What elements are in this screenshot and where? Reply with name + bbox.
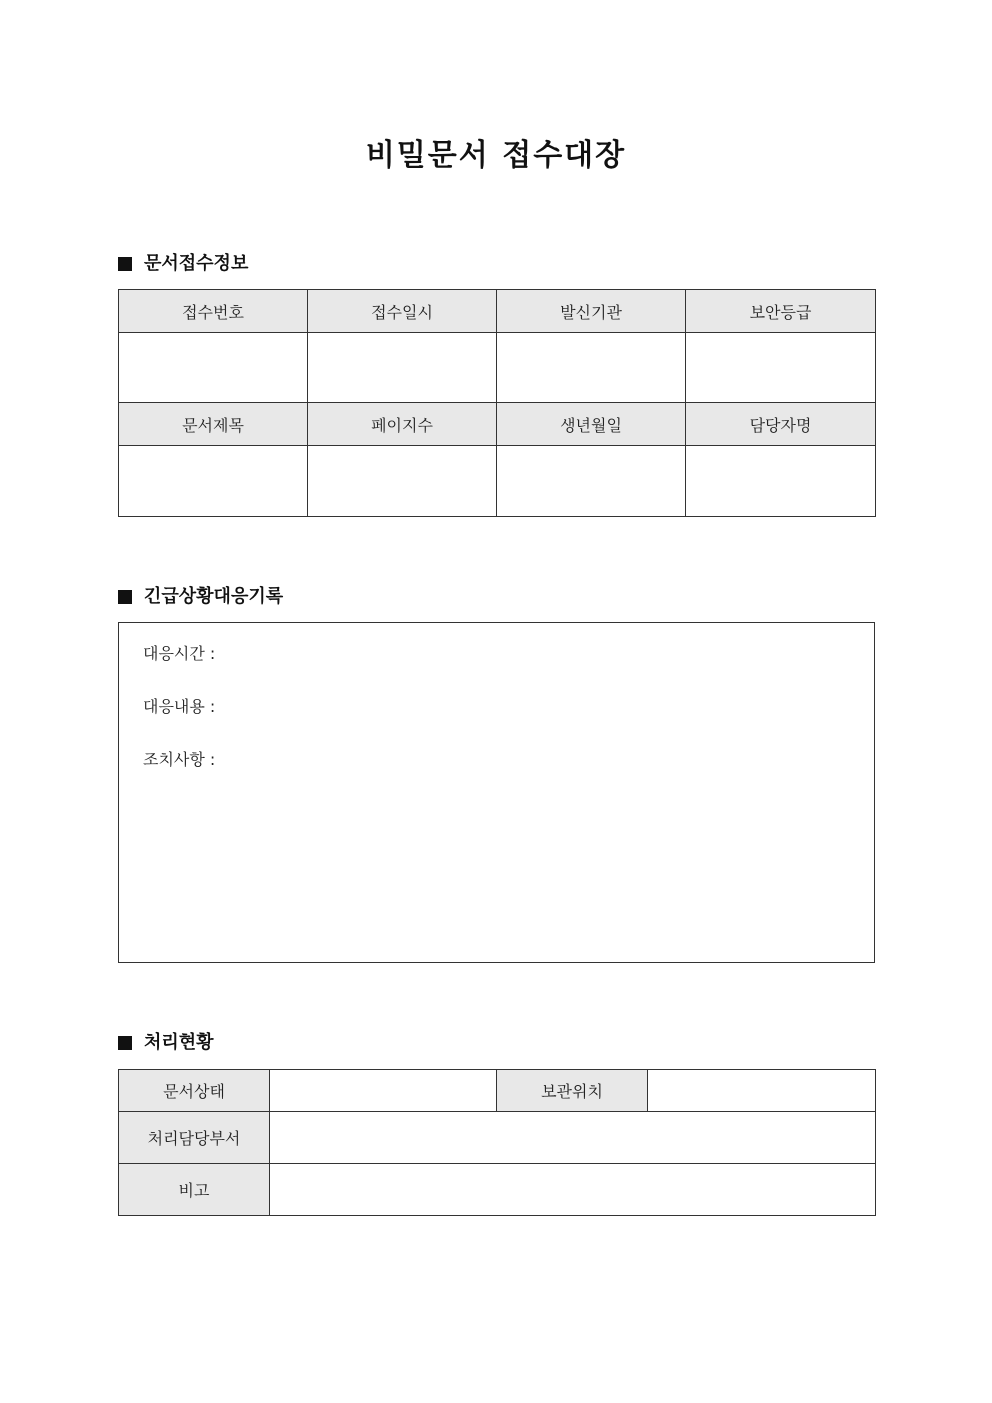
table-row (119, 403, 876, 446)
birth-date-field[interactable] (497, 446, 686, 517)
manager-name-header: 담당자명 (686, 403, 876, 446)
birth-date-header: 생년월일 (497, 403, 686, 446)
section-heading-emergency (118, 584, 283, 610)
receipt-datetime-field[interactable] (308, 333, 497, 403)
section-heading-receipt-info (118, 251, 248, 277)
processing-status-table (118, 1069, 876, 1216)
receipt-info-table (118, 289, 876, 517)
section-heading-processing (118, 1030, 214, 1056)
storage-location-label: 보관위치 (497, 1070, 648, 1112)
table-row (119, 1112, 876, 1164)
storage-location-field[interactable] (648, 1070, 876, 1112)
section-heading-label: 긴급상황대응기록 (144, 586, 284, 607)
sender-agency-field[interactable] (497, 333, 686, 403)
remarks-label: 비고 (119, 1164, 270, 1216)
document-title-field[interactable] (119, 446, 308, 517)
square-bullet-icon (118, 590, 132, 604)
security-level-header: 보안등급 (686, 290, 876, 333)
receipt-number-field[interactable] (119, 333, 308, 403)
table-row (119, 446, 876, 517)
table-row (119, 290, 876, 333)
document-status-label: 문서상태 (119, 1070, 270, 1112)
response-content-label: 대응내용 : (143, 697, 216, 716)
processing-department-field[interactable] (270, 1112, 876, 1164)
processing-department-label: 처리담당부서 (119, 1112, 270, 1164)
section-heading-label: 처리현황 (144, 1032, 214, 1053)
section-heading-label: 문서접수정보 (144, 253, 249, 274)
square-bullet-icon (118, 257, 132, 271)
document-title-header: 문서제목 (119, 403, 308, 446)
table-row (119, 333, 876, 403)
action-taken-label: 조치사항 : (143, 750, 216, 769)
table-row (119, 1164, 876, 1216)
security-level-field[interactable] (686, 333, 876, 403)
table-row (119, 1070, 876, 1112)
receipt-number-header: 접수번호 (119, 290, 308, 333)
emergency-record-box[interactable] (118, 622, 875, 963)
document-status-field[interactable] (270, 1070, 497, 1112)
square-bullet-icon (118, 1036, 132, 1050)
page-title: 비밀문서 접수대장 (365, 138, 627, 173)
remarks-field[interactable] (270, 1164, 876, 1216)
page-count-field[interactable] (308, 446, 497, 517)
page-count-header: 페이지수 (308, 403, 497, 446)
receipt-datetime-header: 접수일시 (308, 290, 497, 333)
sender-agency-header: 발신기관 (497, 290, 686, 333)
manager-name-field[interactable] (686, 446, 876, 517)
response-time-label: 대응시간 : (143, 644, 216, 663)
